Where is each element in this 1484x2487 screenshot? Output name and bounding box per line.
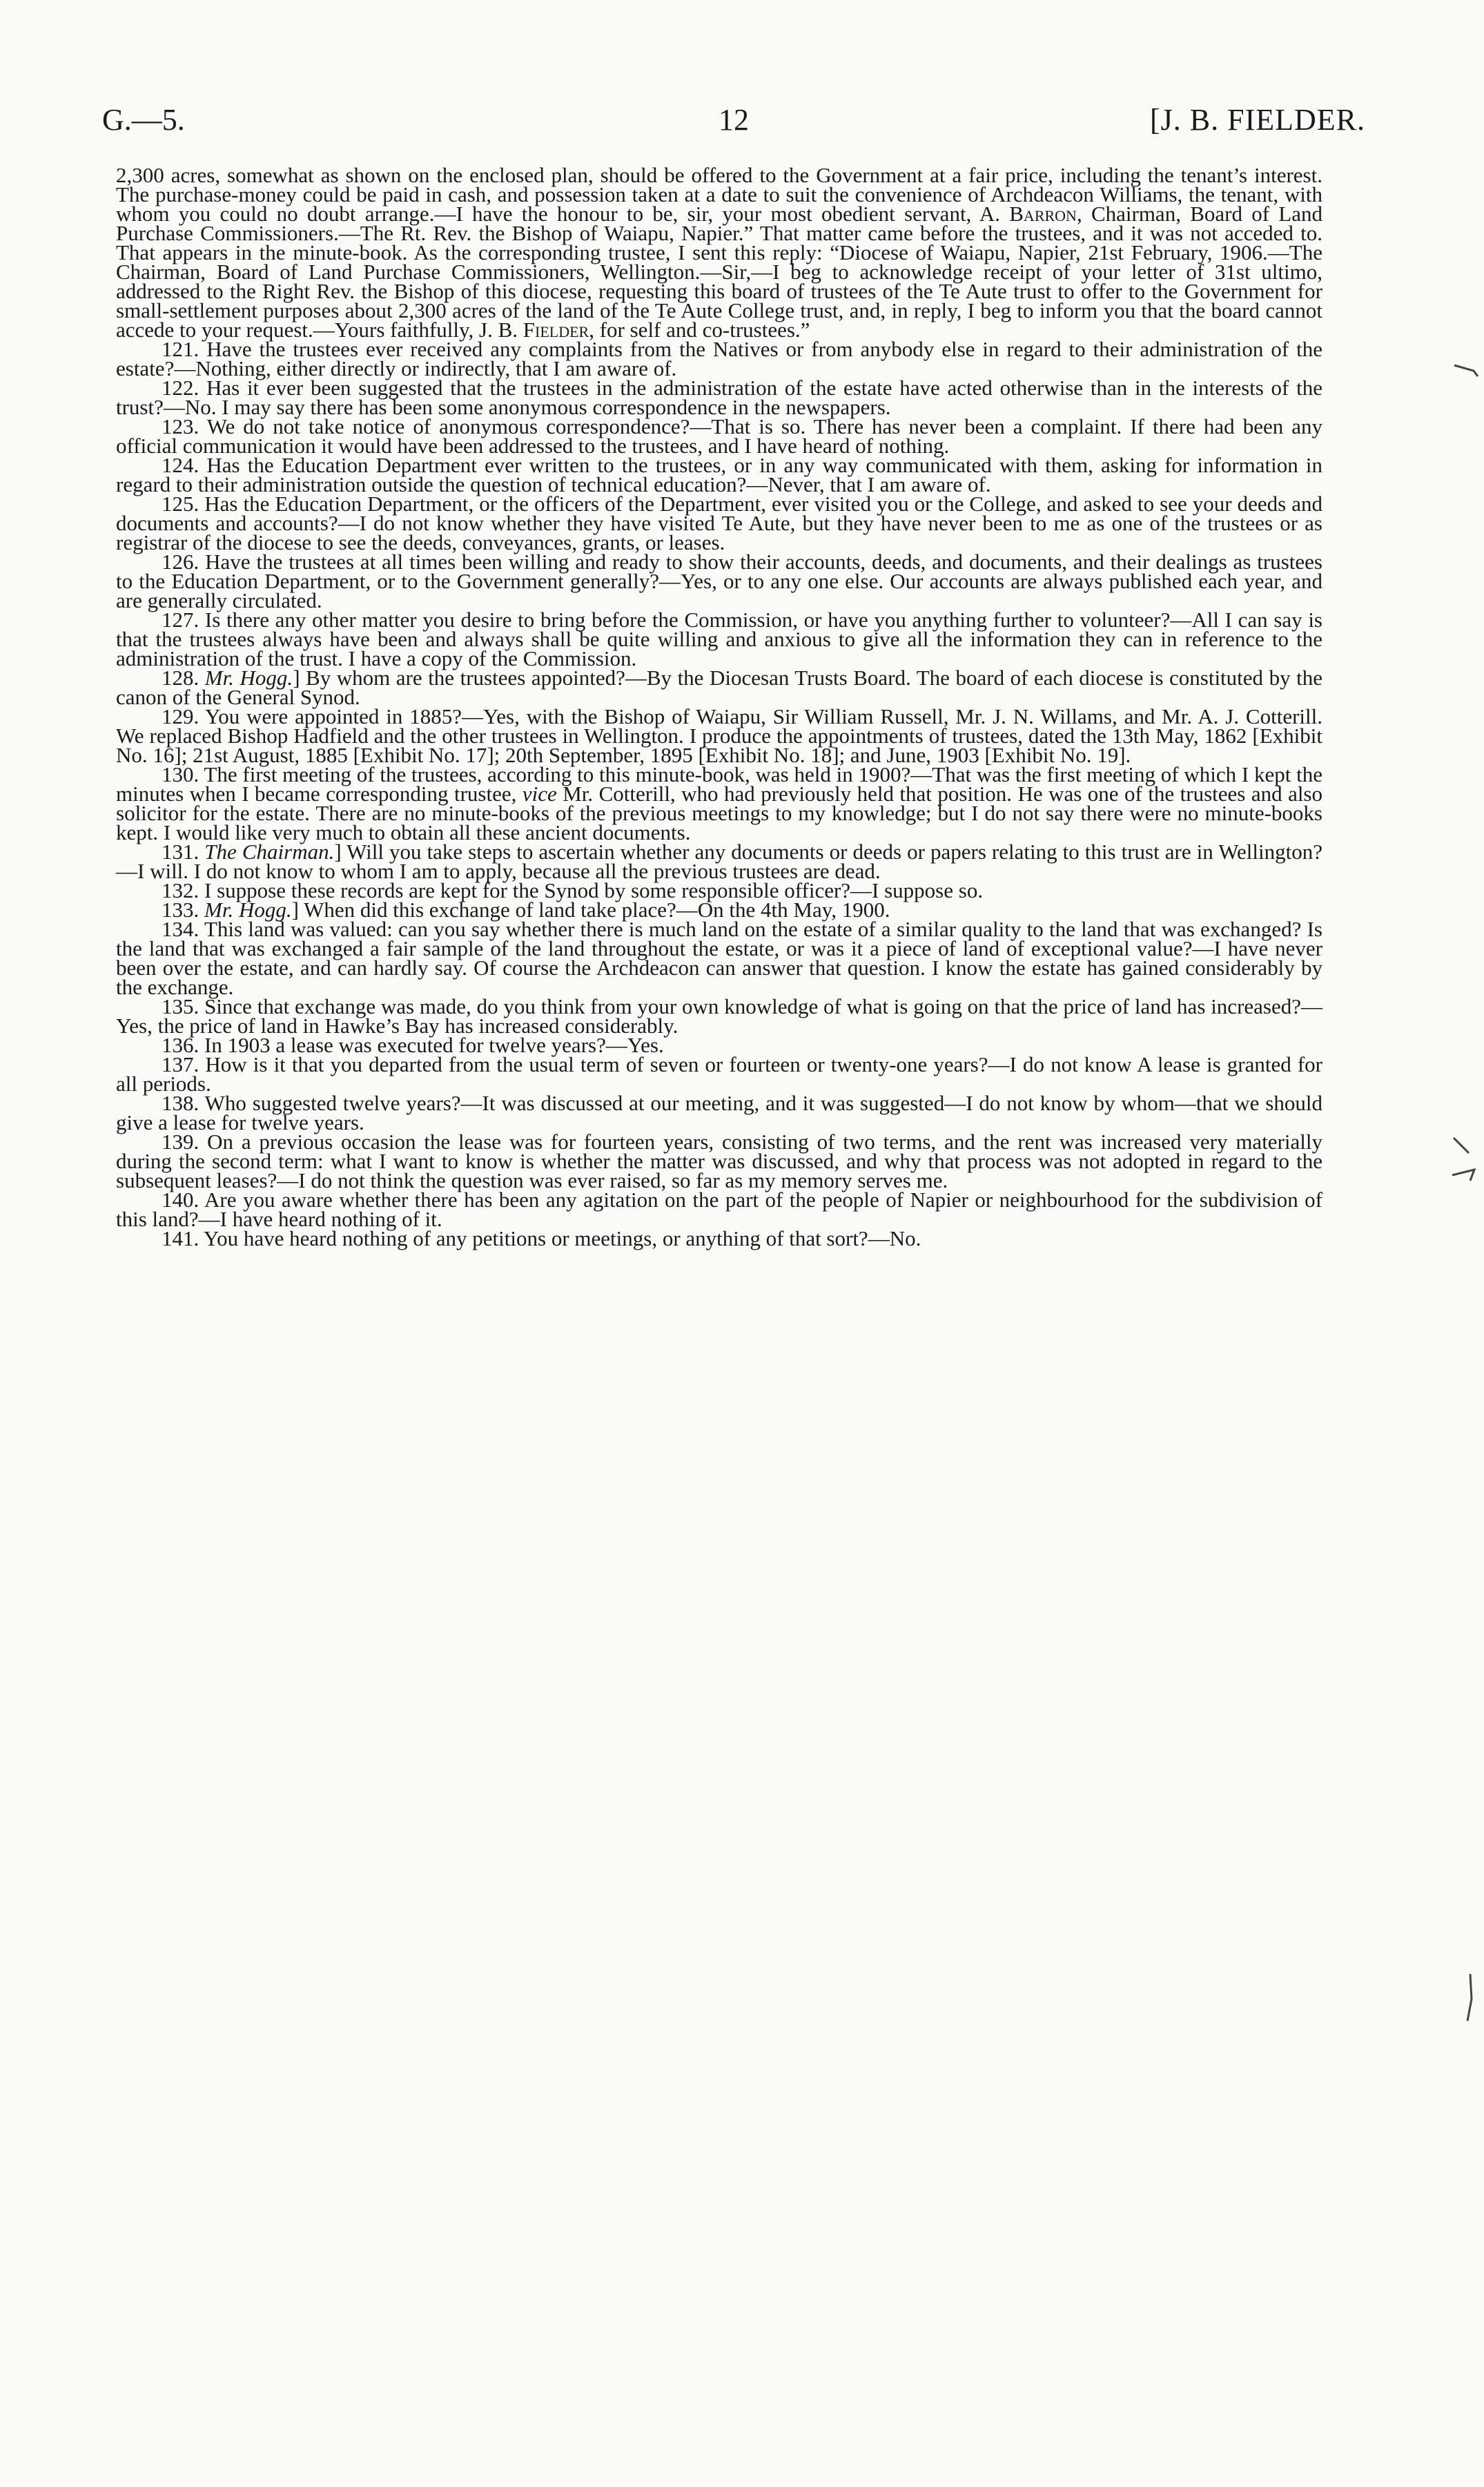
question-131: 131. The Chairman.] Will you take steps to ascertain whether any documents or deeds or papers relating to this trust are in Wellington?—I will. I do not know to whom I am to apply, because all the previous trustees are dead. [116, 840, 1322, 883]
question-122: 122. Has it ever been suggested that the trustees in the administration of the estate have acted otherwise than in the interests of the trust?—No. I may say there has been some anonymous correspondence in the newspapers. [116, 376, 1322, 419]
margin-mark-icon [1453, 356, 1481, 390]
question-123: 123. We do not take notice of anonymous correspondence?—That is so. There has never been a complaint. If there had been any official communication it would have been addressed to the trustees, and I have heard of nothing. [116, 414, 1322, 458]
question-137: 137. How is it that you departed from the usual term of seven or fourteen or twenty-one years?—I do not know A lease is granted for all periods. [116, 1052, 1322, 1096]
question-140: 140. Are you aware whether there has been any agitation on the part of the people of Napier or neighbourhood for the subdivision of this land?—I have heard nothing of it. [116, 1188, 1322, 1231]
question-125: 125. Has the Education Department, or the officers of the Department, ever visited you or the College, and asked to see your deeds and documents and accounts?—I do not know whether they have visited Te Aute, but they have never been to me as one of the trustees or as registrar of the diocese to see the deeds, conveyances, grants, or leases. [116, 492, 1322, 554]
question-139: 139. On a previous occasion the lease was for fourteen years, consisting of two terms, and the rent was increased very materially during the second term: what I want to know is whether the matter was discussed, and why that process was not adopted in regard to the subsequent leases?—I do not think the question was ever raised, so far as my memory serves me. [116, 1130, 1322, 1192]
question-136: 136. In 1903 a lease was executed for twelve years?—Yes. [162, 1033, 664, 1057]
question-130: 130. The first meeting of the trustees, according to this minute-book, was held in 1900?—That was the first meeting of which I kept the minutes when I became corresponding trustee, vice Mr. Cotterill, who had previously held that position. He was one of the trustees and also solicitor for the estate. There are no minute-books of the previous meetings to my knowledge; but I do not say there were no minute-books kept. I would like very much to obtain all these ancient documents. [116, 762, 1322, 844]
question-128: 128. Mr. Hogg.] By whom are the trustees appointed?—By the Diocesan Trusts Board. The board of each diocese is constituted by the canon of the General Synod. [116, 666, 1322, 709]
witness-name: [J. B. FIELDER. [1150, 103, 1365, 137]
paragraph-continuation: 2,300 acres, somewhat as shown on the enclosed plan, should be offered to the Government at a fair price, including the tenant’s interest. The purchase-money could be paid in cash, and possession taken at a date to suit the convenience of Archdeacon Williams, the tenant, with whom you could no doubt arrange.—I have the honour to be, sir, your most obedient servant, A. Barron, Chairman, Board of Land Purchase Commissioners.—The Rt. Rev. the Bishop of Waiapu, Napier.” That matter came before the trustees, and it was not acceded to. That appears in the minute-book. As the corresponding trustee, I sent this reply: “Diocese of Waiapu, Napier, 21st February, 1906.—The Chairman, Board of Land Purchase Commissioners, Wellington.—Sir,—I beg to acknowledge receipt of your letter of 31st ultimo, addressed to the Right Rev. the Bishop of this diocese, requesting this board of trustees of the Te Aute trust to offer to the Government for small-settlement purposes about 2,300 acres of the land of the Te Aute College trust, and, in reply, I beg to inform you that the board cannot accede to your request.—Yours faithfully, J. B. Fielder, for self and co-trustees.” [116, 163, 1322, 342]
parliamentary-paper-ref: G.—5. [102, 103, 185, 137]
page-header [102, 102, 1365, 151]
question-133: 133. Mr. Hogg.] When did this exchange of land take place?—On the 4th May, 1900. [162, 898, 890, 922]
margin-mark-icon [1449, 1132, 1481, 1188]
question-138: 138. Who suggested twelve years?—It was discussed at our meeting, and it was suggested—I do not know by whom—that we should give a lease for twelve years. [116, 1091, 1322, 1134]
margin-mark-icon [1462, 1971, 1483, 2026]
question-135: 135. Since that exchange was made, do you think from your own knowledge of what is going on that the price of land has increased?—Yes, the price of land in Hawke’s Bay has increased considerably. [116, 994, 1322, 1038]
question-124: 124. Has the Education Department ever written to the trustees, or in any way communicated with them, asking for information in regard to their administration outside the question of technical education?—Never, that I am aware of. [116, 453, 1322, 496]
question-134: 134. This land was valued: can you say whether there is much land on the estate of a similar quality to the land that was exchanged? Is the land that was exchanged a fair sample of the land throughout the estate, or was it a piece of land of exceptional value?—I have never been over the estate, and can hardly say. Of course the Archdeacon can answer that question. I know the estate has gained considerably by the exchange. [116, 917, 1322, 999]
question-126: 126. Have the trustees at all times been willing and ready to show their accounts, deeds, and documents, and their dealings as trustees to the Education Department, or to the Government generally?—Yes, or to any one else. Our accounts are always published each year, and are generally circulated. [116, 550, 1322, 612]
page-body [116, 163, 1322, 1250]
question-127: 127. Is there any other matter you desire to bring before the Commission, or have you anything further to volunteer?—All I can say is that the trustees always have been and always shall be quite willing and anxious to give all the information they can in reference to the administration of the trust. I have a copy of the Commission. [116, 608, 1322, 670]
page-number: 12 [719, 103, 749, 137]
question-132: 132. I suppose these records are kept for the Synod by some responsible officer?—I suppose so. [162, 878, 984, 902]
question-121: 121. Have the trustees ever received any complaints from the Natives or from anybody else in regard to their administration of the estate?—Nothing, either directly or indirectly, that I am aware of. [116, 337, 1322, 380]
question-141: 141. You have heard nothing of any petitions or meetings, or anything of that sort?—No. [162, 1226, 921, 1250]
question-129: 129. You were appointed in 1885?—Yes, with the Bishop of Waiapu, Sir William Russell, Mr. J. N. Willams, and Mr. A. J. Cotterill. We replaced Bishop Hadfield and the other trustees in Wellington. I produce the appointments of trustees, dated the 13th May, 1862 [Exhibit No. 16]; 21st August, 1885 [Exhibit No. 17]; 20th September, 1895 [Exhibit No. 18]; and June, 1903 [Exhibit No. 19]. [116, 704, 1322, 767]
